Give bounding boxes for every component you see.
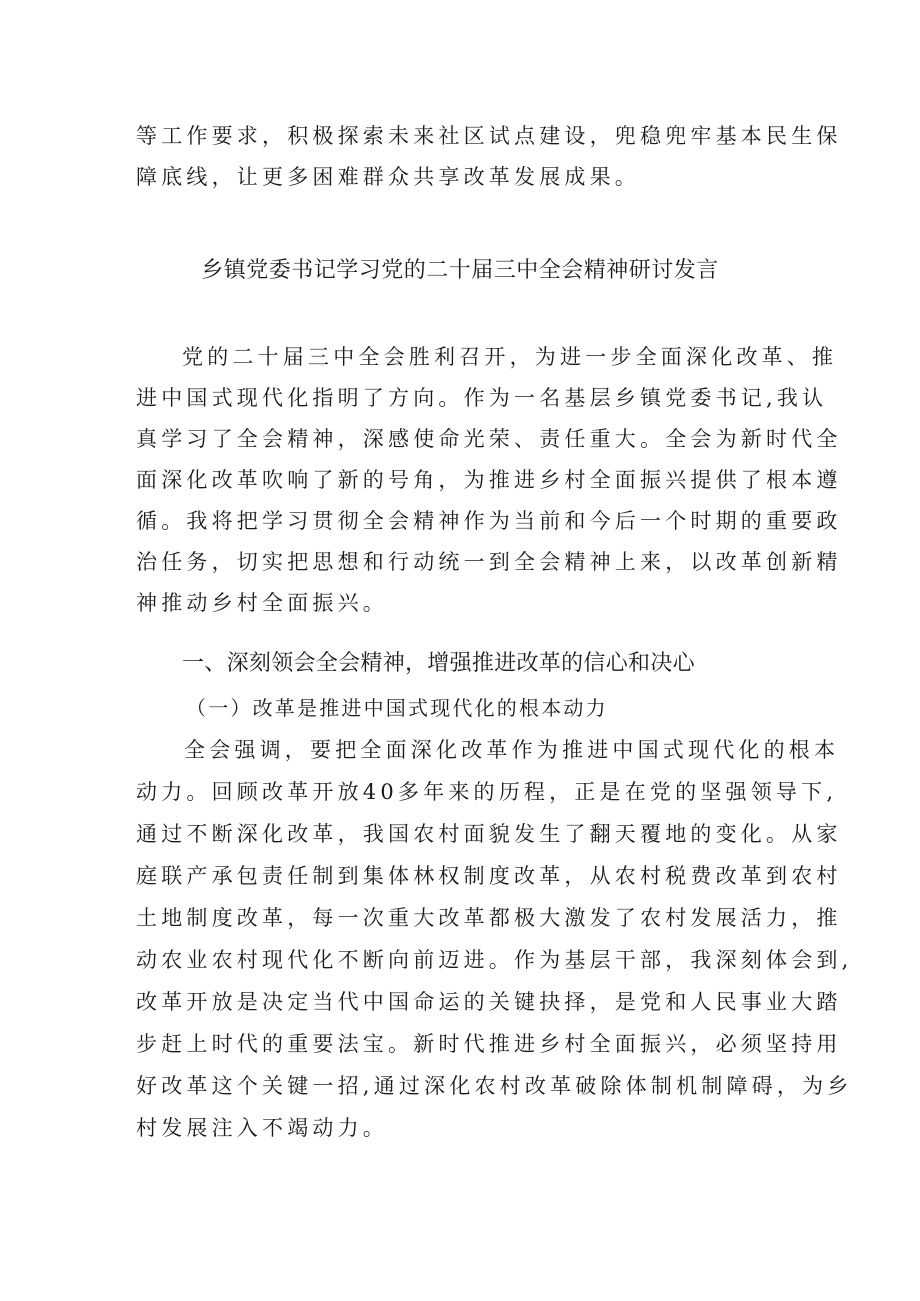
para1-line-3: 真学习了全会精神，深感使命光荣、责任重大。全会为新时代全 — [136, 427, 842, 451]
para1-line-6: 治任务，切实把思想和行动统一到全会精神上来，以改革创新精 — [136, 550, 842, 574]
para2-line-9: 好改革这个关键一招,通过深化农村改革破除体制机制障碍，为乡 — [136, 1074, 853, 1098]
para1-line-4: 面深化改革吹响了新的号角，为推进乡村全面振兴提供了根本遵 — [136, 468, 842, 492]
subsection-heading-1: （一）改革是推进中国式现代化的根本动力 — [186, 696, 608, 720]
para1-line-1: 党的二十届三中全会胜利召开，为进一步全面深化改革、推 — [182, 345, 838, 369]
document-title: 乡镇党委书记学习党的二十届三中全会精神研讨发言 — [201, 258, 719, 283]
para2-line-10: 村发展注入不竭动力。 — [136, 1116, 388, 1140]
intro-line-1: 等工作要求，积极探索未来社区试点建设，兜稳兜牢基本民生保 — [136, 124, 842, 148]
para2-line-8: 步赶上时代的重要法宝。新时代推进乡村全面振兴，必须坚持用 — [136, 1032, 842, 1056]
para2-line-2: 动力。回顾改革开放40多年来的历程，正是在党的坚强领导下, — [136, 780, 838, 804]
para2-line-4: 庭联产承包责任制到集体林权制度改革，从农村税费改革到农村 — [136, 864, 842, 888]
intro-line-2: 障底线，让更多困难群众共享改革发展成果。 — [136, 165, 640, 189]
para2-line-3: 通过不断深化改革，我国农村面貌发生了翻天覆地的变化。从家 — [136, 822, 842, 846]
section-heading-1: 一、深刻领会全会精神，增强推进改革的信心和决心 — [182, 651, 695, 676]
para1-line-5: 循。我将把学习贯彻全会精神作为当前和今后一个时期的重要政 — [136, 509, 842, 533]
para2-line-6: 动农业农村现代化不断向前迈进。作为基层干部，我深刻体会到, — [136, 948, 853, 972]
para2-line-5: 土地制度改革，每一次重大改革都极大激发了农村发展活力，推 — [136, 906, 842, 930]
para2-line-7: 改革开放是决定当代中国命运的关键抉择，是党和人民事业大踏 — [136, 990, 842, 1014]
para1-line-7: 神推动乡村全面振兴。 — [136, 591, 388, 615]
para1-line-2: 进中国式现代化指明了方向。作为一名基层乡镇党委书记,我认 — [136, 386, 828, 410]
para2-line-1: 全会强调，要把全面深化改革作为推进中国式现代化的根本 — [184, 738, 840, 762]
